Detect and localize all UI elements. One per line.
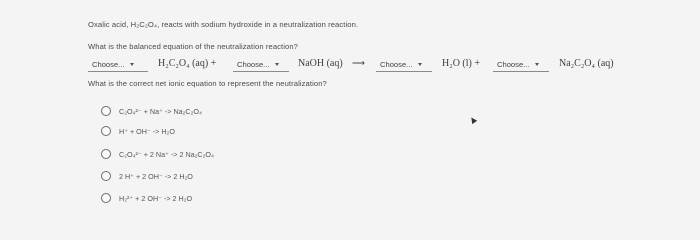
radio-option-3[interactable]	[101, 149, 111, 159]
question-net-ionic: What is the correct net ionic equation to represent the neutralization?	[88, 79, 327, 88]
coefficient-select-4[interactable]	[497, 60, 539, 69]
product-sodium-oxalate: Na₂C₂O₄ (aq)	[559, 58, 614, 69]
select-underline	[493, 71, 549, 72]
select-underline	[88, 71, 148, 72]
radio-option-5[interactable]	[101, 193, 111, 203]
option-3-label: C₂O₄²⁻ + 2 Na⁺ -> 2 Na₂C₂O₄	[119, 150, 214, 159]
coefficient-select-3[interactable]	[380, 60, 422, 69]
chevron-down-icon	[130, 63, 134, 66]
radio-option-4[interactable]	[101, 171, 111, 181]
select-underline	[376, 71, 432, 72]
coefficient-select-2[interactable]	[237, 60, 279, 69]
chevron-down-icon	[275, 63, 279, 66]
question-balanced-equation: What is the balanced equation of the neutralization reaction?	[88, 42, 298, 51]
product-water: H₂O (l) +	[442, 58, 481, 69]
select-label: Choose...	[380, 60, 413, 69]
chevron-down-icon	[535, 63, 539, 66]
question-intro: Oxalic acid, H₂C₂O₄, reacts with sodium hydroxide in a neutralization reaction.	[88, 20, 359, 29]
reaction-arrow: ⟶	[352, 58, 365, 68]
option-4-label: 2 H⁺ + 2 OH⁻ -> 2 H₂O	[119, 172, 193, 181]
chevron-down-icon	[418, 63, 422, 66]
select-label: Choose...	[237, 60, 270, 69]
mouse-cursor-icon	[469, 116, 477, 124]
select-label: Choose...	[497, 60, 530, 69]
radio-option-1[interactable]	[101, 106, 111, 116]
select-underline	[233, 71, 289, 72]
reactant-sodium-hydroxide: NaOH (aq)	[298, 58, 343, 69]
option-1-label: C₂O₄²⁻ + Na⁺ -> Na₂C₂O₄	[119, 107, 202, 116]
option-2-label: H⁺ + OH⁻ -> H₂O	[119, 127, 175, 136]
select-label: Choose...	[92, 60, 125, 69]
radio-option-2[interactable]	[101, 126, 111, 136]
option-5-label: H₂²⁺ + 2 OH⁻ -> 2 H₂O	[119, 194, 193, 203]
reactant-oxalic-acid: H₂C₂O₄ (aq) +	[158, 58, 217, 69]
coefficient-select-1[interactable]	[92, 60, 134, 69]
